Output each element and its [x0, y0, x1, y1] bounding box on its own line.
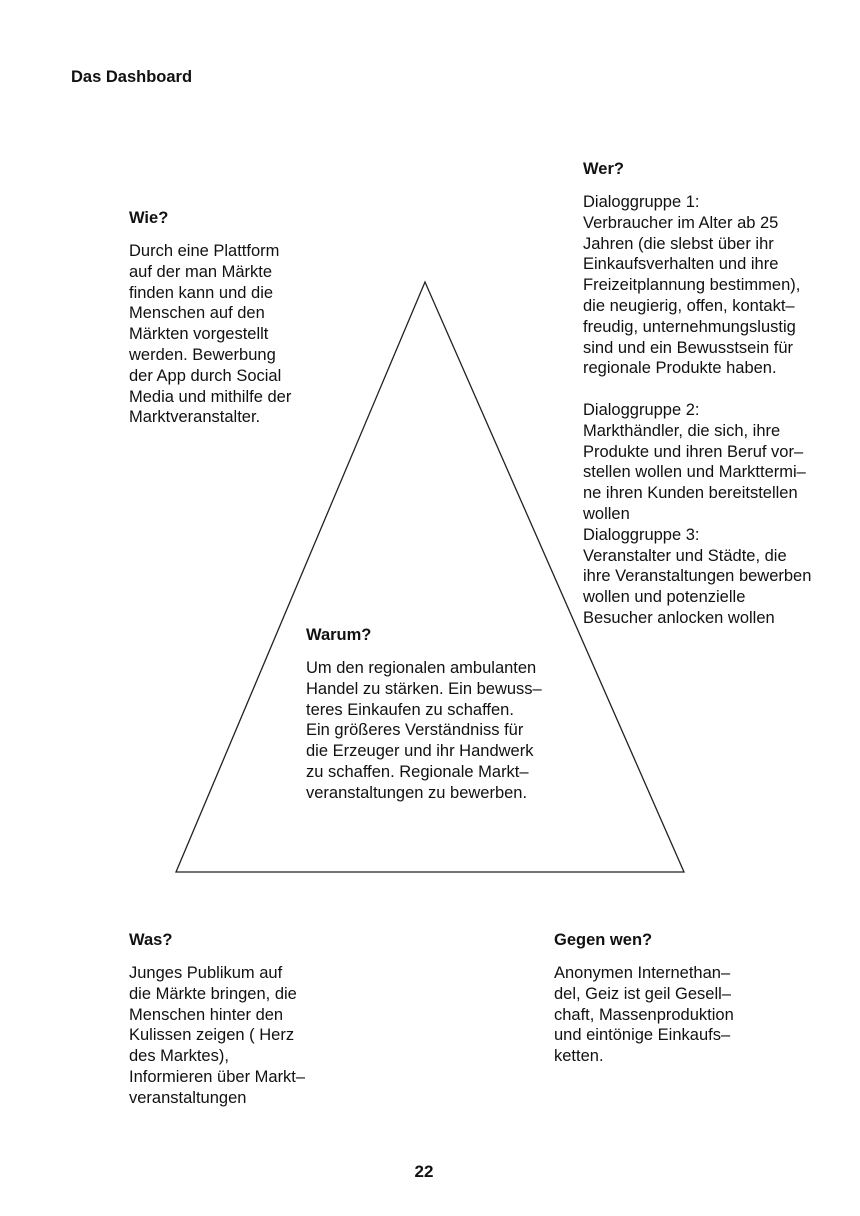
warum-heading: Warum?	[306, 626, 372, 644]
page-number: 22	[414, 1162, 434, 1181]
wer-group-1: Dialoggruppe 1: Verbraucher im Alter ab 25 Jahren (die slebst über ihr Einkaufsverhalten und ihre Freizeitplannung bestimmen), die neugierig, offen, kontakt– freudig, unternehmungslustig sind und ein Bewusstsein für regionale Produkte haben.	[583, 193, 801, 378]
wie-text: Durch eine Plattform auf der man Märkte finden kann und die Menschen auf den Märkten vorgestellt werden. Bewerbung der App durch Social Media und mithilfe der Marktveranstalter.	[129, 242, 292, 427]
wie-heading: Wie?	[129, 209, 169, 227]
was-heading: Was?	[129, 931, 173, 949]
warum-block	[306, 624, 542, 804]
was-text: Junges Publikum auf die Märkte bringen, die Menschen hinter den Kulissen zeigen ( Herz des Marktes), Informieren über Markt– veranstaltungen	[129, 964, 306, 1107]
gegen-wen-text: Anonymen Internethan– del, Geiz ist geil Gesell– chaft, Massenproduktion und eintönige Einkaufs– ketten.	[554, 964, 734, 1066]
wie-block	[129, 207, 291, 428]
wer-block	[583, 158, 811, 629]
gegen-wen-heading: Gegen wen?	[554, 931, 653, 949]
warum-text: Um den regionalen ambulanten Handel zu stärken. Ein bewuss– teres Einkaufen zu schaffen. Ein größeres Verständniss für die Erzeuger und ihr Handwerk zu schaffen. Regionale Markt– veranstaltungen zu bewerben.	[306, 659, 542, 802]
was-block	[129, 929, 305, 1109]
wer-group-3: Dialoggruppe 3: Veranstalter und Städte, die ihre Veranstaltungen bewerben wollen und potenzielle Besucher anlocken wollen	[583, 525, 812, 627]
page-title: Das Dashboard	[71, 68, 193, 86]
gegen-wen-block	[554, 929, 734, 1067]
wer-group-2: Dialoggruppe 2: Markthändler, die sich, ihre Produkte und ihren Beruf vor– stellen wollen und Markttermi– ne ihren Kunden bereitstellen wollen	[583, 400, 806, 523]
wer-heading: Wer?	[583, 160, 624, 178]
